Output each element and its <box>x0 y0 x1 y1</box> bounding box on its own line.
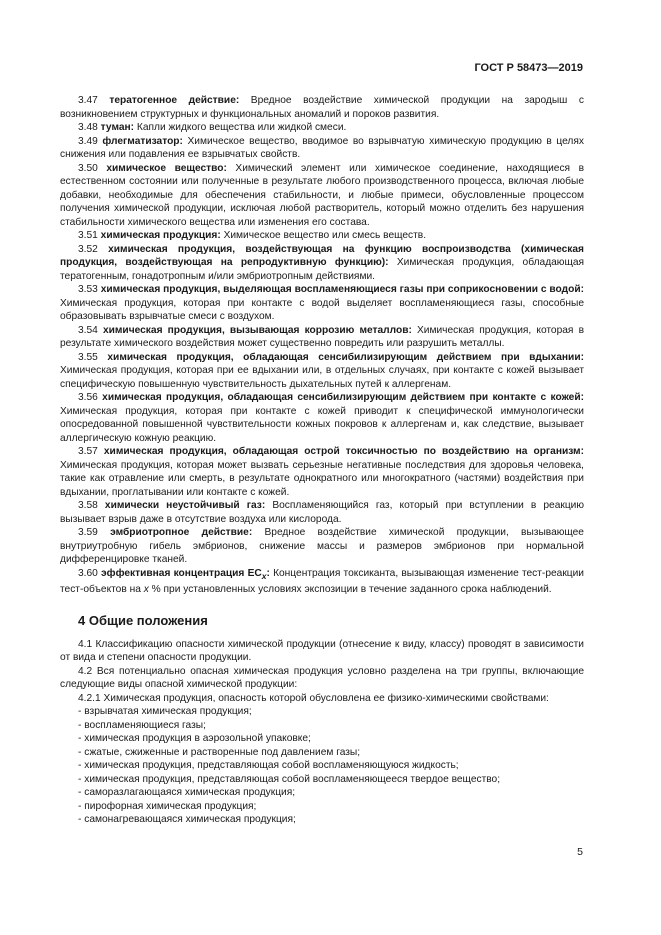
term-definition: Вредное воздействие химической продукции на зародыш с возникновением структурных и функциональных аномалий и пороков развития. <box>60 95 584 120</box>
document-body <box>60 94 584 827</box>
terms-list <box>60 94 584 567</box>
list-item: - химическая продукция в аэрозольной упаковке; <box>60 732 584 746</box>
term-3-47 <box>60 94 584 121</box>
term-definition: Химическое вещество, вводимое во взрывчатую химическую продукцию в целях снижения или подавления ее взрывчатых свойств. <box>60 135 584 160</box>
term-title: эмбриотропное действие: <box>110 527 253 538</box>
term-definition: Капли жидкого вещества или жидкой смеси. <box>134 122 347 133</box>
term-title: флегматизатор: <box>102 135 183 147</box>
term-number: 3.52 <box>78 243 98 255</box>
term-definition: Химическая продукция, обладающая тератогенным, гонадотропным и/или эмбриотропным действиями. <box>60 257 585 282</box>
term-3-58 <box>60 499 584 526</box>
term-number: 3.50 <box>78 162 98 174</box>
list-item: - взрывчатая химическая продукция; <box>60 705 584 719</box>
term-3-55 <box>60 351 584 392</box>
paragraph-4-2-1: 4.2.1 Химическая продукция, опасность которой обусловлена ее физико-химическими свойствами: <box>78 692 549 704</box>
list-item: - самонагревающаяся химическая продукция; <box>60 813 584 827</box>
term-3-50 <box>60 162 584 230</box>
term-title: химическая продукция, выделяющая воспламеняющиеся газы при соприкосновении с водой: <box>100 284 584 295</box>
list-item: - саморазлагающаяся химическая продукция; <box>60 786 584 800</box>
list-item: - пирофорная химическая продукция; <box>60 800 584 814</box>
term-title: химическая продукция, обладающая сенсибилизирующим действием при вдыхании: <box>107 351 584 363</box>
term-3-54 <box>60 324 584 351</box>
term-title: тератогенное действие: <box>109 95 240 106</box>
term-3-57 <box>60 445 584 499</box>
term-number: 3.54 <box>78 324 98 336</box>
term-title: химическая продукция, вызывающая коррозию металлов: <box>102 324 412 336</box>
term-title: эффективная концентрация $EC_x$: <box>101 567 270 581</box>
term-definition: Химическая продукция, которая при ее вдыхании или, в отдельных случаях, при контакте с кожей вызывает специфическую повышенную чувствительность дыхательных путей к аллергенам. <box>60 365 584 390</box>
term-definition: Воспламеняющийся газ, который при вступлении в реакцию вызывает взрыв даже в отсутствие воздуха или кислорода. <box>60 500 584 525</box>
term-number: 3.57 <box>78 446 98 457</box>
term-title: химическое вещество: <box>106 162 227 174</box>
term-number: 3.49 <box>78 135 98 147</box>
term-number: 3.58 <box>78 500 98 511</box>
standard-header: ГОСТ Р 58473—2019 <box>474 62 583 74</box>
term-3-49 <box>60 135 584 162</box>
term-title: туман: <box>100 122 135 133</box>
term-3-53 <box>60 283 584 324</box>
term-definition: Химическая продукция, которая при контакте с водой выделяет воспламеняющиеся газы, способные образовывать взрывчатые смеси с воздухом. <box>60 297 584 322</box>
term-definition: Концентрация токсиканта, вызывающая изменение тест-реакции тест-объектов на <box>60 567 584 596</box>
term-3-56 <box>60 391 584 445</box>
term-3-48 <box>60 121 584 135</box>
term-number: 3.59 <box>78 527 98 538</box>
term-number: 3.53 <box>78 284 98 295</box>
term-title: химическая продукция, воздействующая на функцию воспроизводства (химическая продукция, воздействующая на репродуктивную функцию): <box>60 243 584 268</box>
term-title: химическая продукция, обладающая острой токсичностью по воздействию на организм: <box>103 446 584 457</box>
term-number: 3.47 <box>78 95 98 106</box>
term-number: 3.60 <box>78 567 98 579</box>
term-variable: x <box>143 584 149 596</box>
term-number: 3.55 <box>78 351 98 363</box>
term-definition: Химический элемент или химическое соединение, находящиеся в естественном состоянии или полученные в результате любого производственного процесса, включая любые добавки, необходимые для обеспечения стабильности, и любые примеси, обусловленные процессом получения химической продукции, исключая любой растворитель, который можно отделить без нарушения стабильности химического вещества или изменения его состава. <box>60 162 584 228</box>
term-3-60: 3.60 эффективная концентрация $EC_x$: Концентрация токсиканта, вызывающая изменение тест-реакции тест-объектов на x % при установленных условиях экспозиции в течение заданного срока наблюдений. <box>60 567 584 596</box>
page-number: 5 <box>577 846 583 858</box>
paragraph-4-1: 4.1 Классификацию опасности химической продукции (отнесение к виду, классу) проводят в зависимости от вида и степени опасности продукции. <box>60 638 584 664</box>
term-definition: Химическая продукция, которая в результате химического воздействия может существенно повредить или разрушить металлы. <box>60 324 584 349</box>
term-title: химически неустойчивый газ: <box>104 500 266 511</box>
term-definition: Вредное воздействие химической продукции, вызывающее внутриутробную гибель эмбрионов, снижение массы и размеров эмбрионов при нормальной дифференцировке тканей. <box>60 527 584 565</box>
list-item: - воспламеняющиеся газы; <box>60 719 584 733</box>
term-number: 3.56 <box>78 392 98 403</box>
term-definition: Химическая продукция, которая может вызвать серьезные негативные последствия для здоровья человека, такие как отравление или смерть, в результате однократного или многократного (частями) воздействия при вдыхании, проглатывании или контакте с кожей. <box>60 459 584 498</box>
hazard-list <box>60 705 584 827</box>
term-3-52 <box>60 243 584 284</box>
section-4-title: 4 Общие положения <box>78 612 208 628</box>
term-number: 3.48 <box>78 122 98 133</box>
list-item: - химическая продукция, представляющая собой воспламеняющееся твердое вещество; <box>60 773 584 787</box>
term-definition: Химическая продукция, которая при контакте с кожей приводит к специфической иммунологически опосредованной повышенной чувствительности кожных покровов к аллергенам и, как следствие, вызывает аллергическую кожную реакцию. <box>60 405 584 444</box>
list-item: - химическая продукция, представляющая собой воспламеняющуюся жидкость; <box>60 759 584 773</box>
term-title: химическая продукция, обладающая сенсибилизирующим действием при контакте с кожей: <box>102 392 584 403</box>
term-3-59 <box>60 526 584 567</box>
term-3-51 <box>60 229 584 243</box>
list-item: - сжатые, сжиженные и растворенные под давлением газы; <box>60 746 584 760</box>
term-number: 3.51 <box>78 230 98 241</box>
term-definition: Химическое вещество или смесь веществ. <box>220 230 427 241</box>
term-title: химическая продукция: <box>100 230 221 241</box>
paragraph-4-2: 4.2 Вся потенциально опасная химическая продукция условно разделена на три группы, включающие следующие виды опасной химической продукции: <box>60 665 584 691</box>
term-subscript: x <box>261 570 267 581</box>
